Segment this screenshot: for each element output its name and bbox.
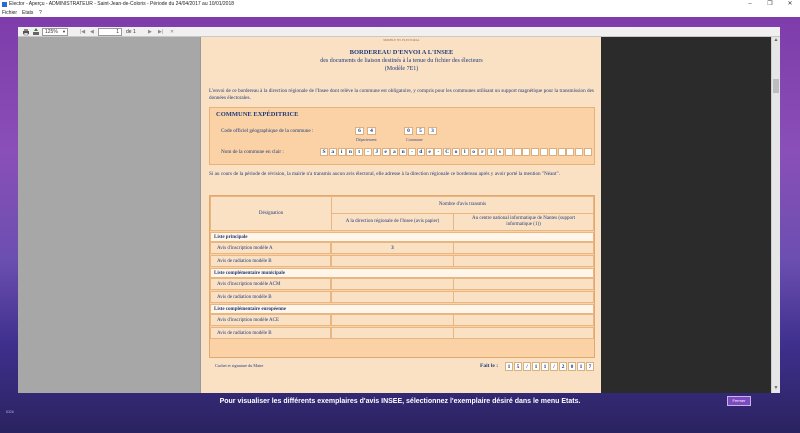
document-viewer xyxy=(18,37,780,393)
cachet-label: Cachet et signature du Maire xyxy=(215,363,264,368)
table-cell-nantes xyxy=(453,314,594,326)
maximize-button[interactable]: ❐ xyxy=(767,1,773,7)
name-char-box xyxy=(505,148,513,156)
nom-label: Nom de la commune en clair : xyxy=(221,149,284,155)
name-char-box xyxy=(514,148,522,156)
preview-toolbar xyxy=(18,27,780,37)
print-icon[interactable] xyxy=(22,28,30,36)
menu-bar xyxy=(0,9,800,17)
name-char-box: - xyxy=(434,148,442,156)
name-char-box xyxy=(584,148,592,156)
commune-section-title: COMMUNE EXPÉDITRICE xyxy=(216,111,299,118)
first-page-button[interactable]: |◀ xyxy=(80,29,86,35)
name-char-box: C xyxy=(443,148,451,156)
departement-label: Département xyxy=(356,137,377,142)
table-row-label: Avis d'inscription modèle ACE xyxy=(210,314,331,326)
document-subtitle: des documents de liaison destinés à la tenue du fichier des électeurs xyxy=(320,58,483,64)
table-cell-insee xyxy=(331,291,454,303)
title-bar xyxy=(0,0,800,9)
hint-text: Pour visualiser les différents exemplaires d'avis INSEE, sélectionnez l'exemplaire désiré dans le menu Etats. xyxy=(219,398,581,405)
date-char-box: 1 xyxy=(505,362,513,371)
table-cell-insee xyxy=(331,255,454,267)
dept-digit: 4 xyxy=(367,127,376,135)
intro-paragraph: L'envoi de ce bordereau à la direction régionale de l'Insee dont relève la commune est obligatoire, y compris pour les communes utilisant un support magnétique pour la transmission des données électorales. xyxy=(209,88,594,101)
name-char-box xyxy=(566,148,574,156)
minimize-button[interactable]: – xyxy=(748,1,752,7)
table-row-label: Avis d'inscription modèle ACM xyxy=(210,278,331,290)
name-char-box xyxy=(540,148,548,156)
table-cell-nantes xyxy=(453,242,594,254)
name-char-box: r xyxy=(478,148,486,156)
name-char-box: o xyxy=(470,148,478,156)
scroll-down-icon[interactable]: ▼ xyxy=(773,385,779,391)
prev-page-button[interactable]: ◀ xyxy=(90,29,94,35)
avis-table xyxy=(209,195,595,358)
page-header-small: MODELE 7E1 ELECTORAL xyxy=(383,38,420,42)
name-char-box: - xyxy=(408,148,416,156)
table-row-label: Avis de radiation modèle B xyxy=(210,327,331,339)
date-char-box: / xyxy=(523,362,531,371)
table-cell-insee xyxy=(331,278,454,290)
document-page xyxy=(200,37,601,393)
name-char-box: - xyxy=(364,148,372,156)
fait-le-label: Fait le : xyxy=(480,363,499,369)
name-char-box: J xyxy=(373,148,381,156)
name-char-box: e xyxy=(426,148,434,156)
menu-etats[interactable]: Etats xyxy=(22,10,34,16)
name-char-box xyxy=(575,148,583,156)
chevron-down-icon: ▼ xyxy=(62,29,66,34)
name-char-box: e xyxy=(382,148,390,156)
window-title: Elector - Aperçu - ADMINISTRATEUR - Saint-Jean-de-Coloris - Période du 24/04/2017 au 10/01/2018 xyxy=(9,1,235,7)
page-number-input[interactable]: 1 xyxy=(98,28,122,36)
scroll-thumb[interactable] xyxy=(773,79,779,93)
fermer-button[interactable]: Fermer xyxy=(727,396,751,406)
name-char-box: o xyxy=(452,148,460,156)
name-char-box: a xyxy=(329,148,337,156)
table-section-title: Liste complémentaire européenne xyxy=(210,304,594,314)
vertical-scrollbar[interactable] xyxy=(771,37,780,393)
close-button[interactable]: ✕ xyxy=(787,1,793,7)
document-modele: (Modèle 7E1) xyxy=(384,66,419,72)
name-char-box: d xyxy=(417,148,425,156)
commune-digit: 0 xyxy=(404,127,413,135)
menu-fichier[interactable]: Fichier xyxy=(2,10,18,16)
name-char-box: i xyxy=(487,148,495,156)
date-char-box: 2 xyxy=(559,362,567,371)
date-char-box: 5 xyxy=(514,362,522,371)
name-char-box: a xyxy=(390,148,398,156)
col-nantes: Au centre national informatique de Nantes (support informatique (1)) xyxy=(453,213,594,231)
table-cell-nantes xyxy=(453,255,594,267)
commune-digit: 5 xyxy=(416,127,425,135)
scroll-up-icon[interactable]: ▲ xyxy=(773,37,779,43)
date-char-box: 1 xyxy=(541,362,549,371)
date-char-box: / xyxy=(550,362,558,371)
name-char-box xyxy=(558,148,566,156)
name-char-box xyxy=(522,148,530,156)
date-char-box: 7 xyxy=(586,362,594,371)
table-cell-insee xyxy=(331,327,454,339)
table-cell-nantes xyxy=(453,291,594,303)
commune-digit: 3 xyxy=(428,127,437,135)
name-char-box: l xyxy=(461,148,469,156)
export-icon[interactable] xyxy=(32,28,40,36)
name-char-box: t xyxy=(355,148,363,156)
name-char-box: S xyxy=(320,148,328,156)
table-row-label: Avis de radiation modèle B xyxy=(210,291,331,303)
table-cell-nantes xyxy=(453,278,594,290)
commune-label: Commune xyxy=(406,137,423,142)
name-char-box: n xyxy=(399,148,407,156)
name-char-box: i xyxy=(338,148,346,156)
date-char-box: 1 xyxy=(577,362,585,371)
app-icon xyxy=(2,2,7,7)
name-char-box xyxy=(549,148,557,156)
next-page-button[interactable]: ▶ xyxy=(148,29,152,35)
col-nombre-avis: Nombre d'avis transmis xyxy=(331,196,594,214)
zoom-select[interactable] xyxy=(42,28,68,36)
table-cell-insee: 3 xyxy=(331,242,454,254)
table-row-label: Avis de radiation modèle B xyxy=(210,255,331,267)
code-label: Code officiel géographique de la commune : xyxy=(221,128,314,134)
table-cell-nantes xyxy=(453,327,594,339)
col-insee: A la direction régionale de l'Insee (avis papier) xyxy=(331,213,454,231)
neant-note: Si au cours de la période de révision, la mairie n'a transmis aucun avis électoral, elle adresse à la direction régionale ce bordereau après y avoir porté la mention "Néant". xyxy=(209,171,560,177)
table-section-title: Liste complémentaire municipale xyxy=(210,268,594,278)
close-preview-icon[interactable]: ✕ xyxy=(170,29,175,35)
date-char-box: 1 xyxy=(532,362,540,371)
name-char-box xyxy=(531,148,539,156)
document-title: BORDEREAU D'ENVOI A L'INSEE xyxy=(349,49,454,56)
last-page-button[interactable]: ▶| xyxy=(158,29,164,35)
date-char-box: 0 xyxy=(568,362,576,371)
table-section-title: Liste principale xyxy=(210,232,594,242)
commune-expeditrice-box xyxy=(209,107,595,165)
dept-digit: 6 xyxy=(355,127,364,135)
table-cell-insee xyxy=(331,314,454,326)
table-row-label: Avis d'inscription modèle A xyxy=(210,242,331,254)
name-char-box: s xyxy=(496,148,504,156)
page-count: de 1 xyxy=(126,29,136,35)
menu-help[interactable]: ? xyxy=(39,10,42,16)
viewer-dark-area xyxy=(601,37,771,393)
zoom-value: 125% xyxy=(45,29,58,35)
document-footer xyxy=(201,361,602,375)
corner-label: 8326 xyxy=(6,410,14,414)
name-char-box: n xyxy=(346,148,354,156)
col-designation: Désignation xyxy=(210,196,332,231)
